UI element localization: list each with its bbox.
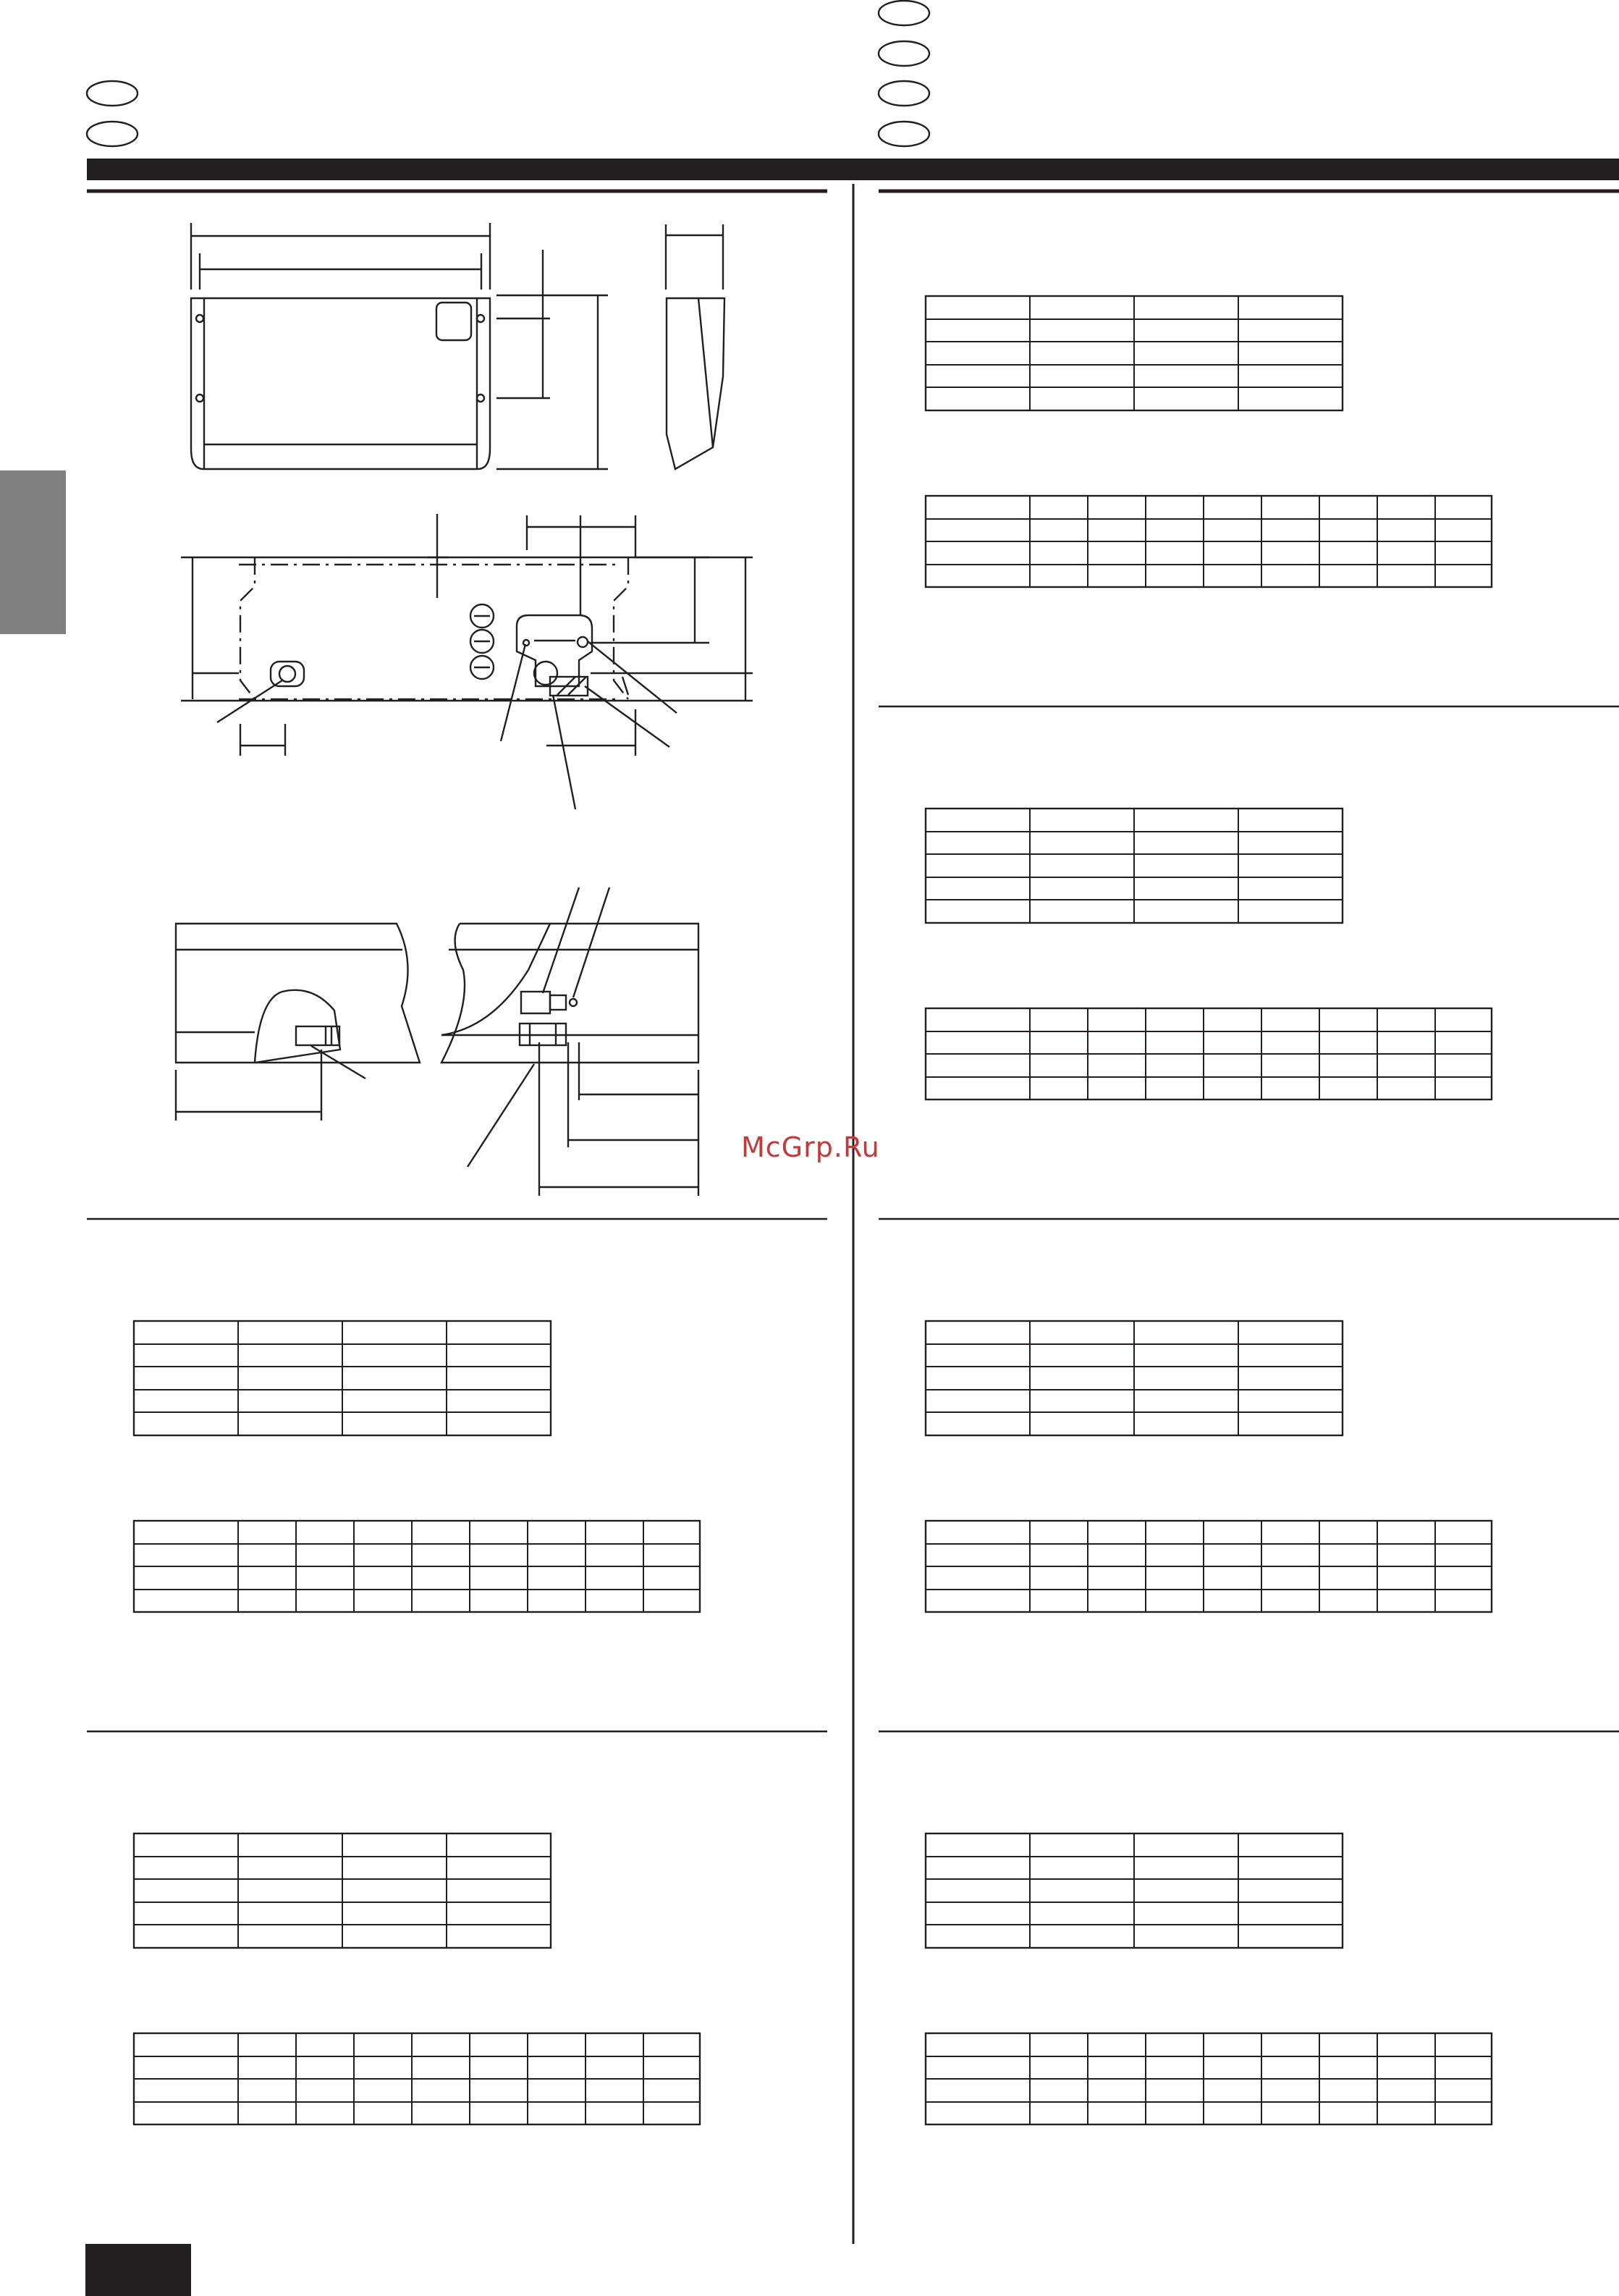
table-small-r1 [926,296,1343,410]
watermark-text: McGrp.Ru [741,1131,880,1163]
table-wide-r4 [926,2033,1492,2124]
unit-front-view [191,223,608,469]
cutaway-view [176,887,698,1196]
table-small-r4 [926,1833,1343,1948]
side-tab [0,470,66,634]
page-number-block [85,2244,191,2296]
language-badge-right-4 [879,122,929,146]
piping-layout [181,514,753,809]
header-band [87,159,1619,180]
language-badges [87,1,929,146]
table-small-r2 [926,809,1343,923]
table-wide-r2 [926,1008,1492,1100]
unit-side-view [666,224,724,469]
language-badge-left-1 [87,81,138,106]
table-wide-r3 [926,1521,1492,1612]
table-wide-l2 [134,2033,700,2124]
table-small-l2 [134,1833,551,1948]
table-wide-r1 [926,496,1492,587]
table-small-l1 [134,1321,551,1435]
language-badge-left-2 [87,122,138,146]
language-badge-right-1 [879,1,929,25]
table-small-r3 [926,1321,1343,1435]
language-badge-right-2 [879,41,929,66]
language-badge-right-3 [879,81,929,106]
table-wide-l1 [134,1521,700,1612]
